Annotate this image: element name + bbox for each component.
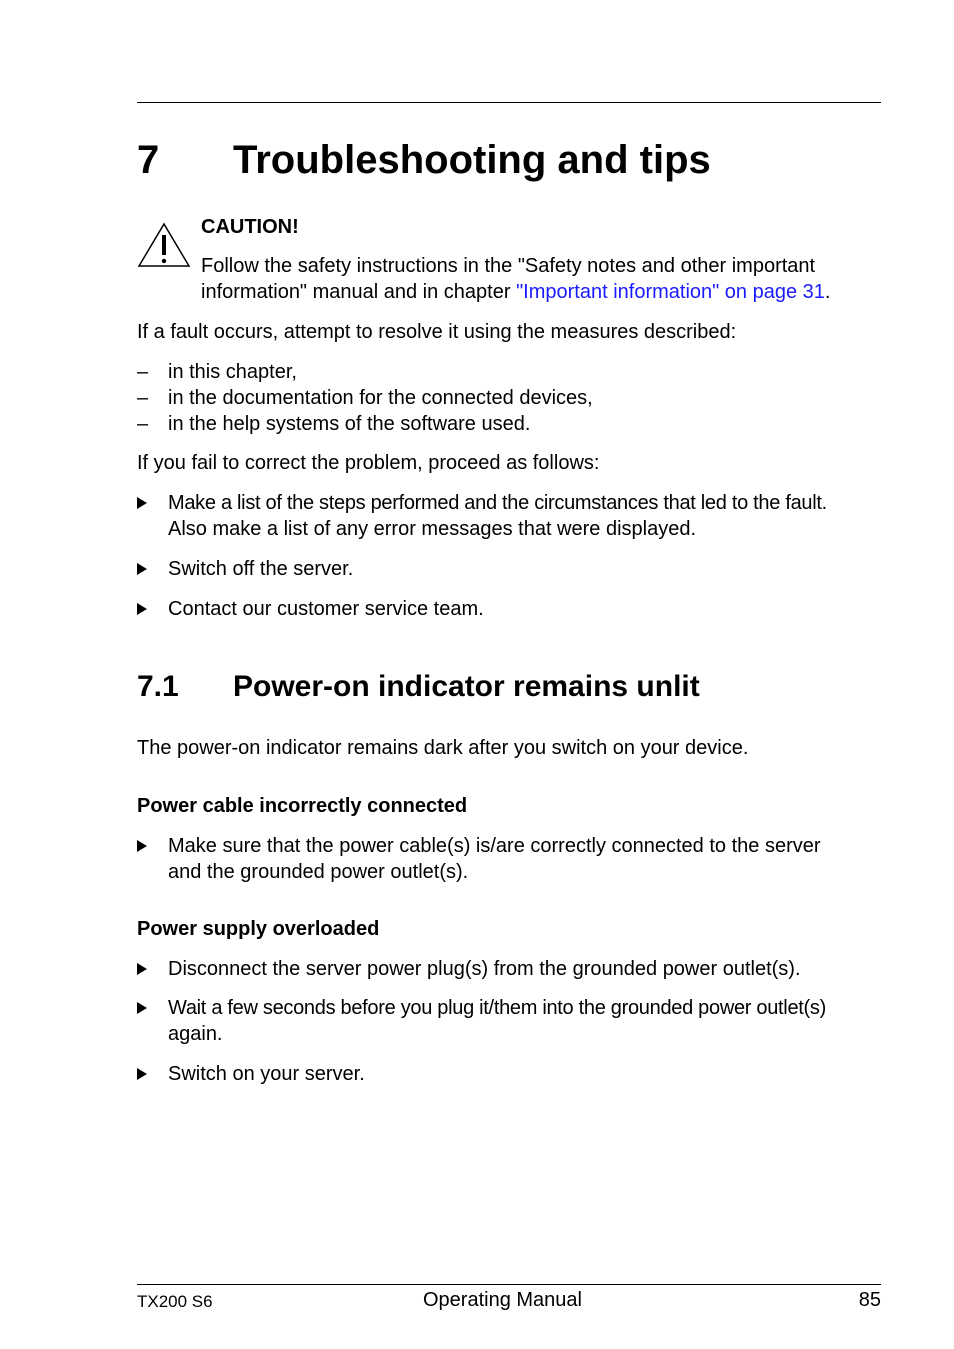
footer-product: TX200 S6 <box>137 1292 213 1311</box>
intro-paragraph: If a fault occurs, attempt to resolve it using the measures described: <box>137 321 737 343</box>
step-item-continued: again. <box>168 1023 223 1045</box>
step-item: Make sure that the power cable(s) is/are correctly connected to the server <box>168 835 821 857</box>
step-item: Switch off the server. <box>168 558 354 580</box>
step-item: Make a list of the steps performed and the circumstances that led to the fault. <box>168 492 827 514</box>
footer-rule <box>137 1284 881 1285</box>
chapter-heading <box>137 136 711 184</box>
proceed-paragraph: If you fail to correct the problem, proceed as follows: <box>137 452 600 474</box>
bullet-arrow-icon <box>137 1002 147 1014</box>
dash-marker: – <box>137 387 149 409</box>
caution-text-end: . <box>824 281 831 303</box>
warning-triangle-icon <box>137 222 191 268</box>
caution-line-2 <box>201 279 830 305</box>
caution-heading: CAUTION! <box>201 216 299 238</box>
bullet-arrow-icon <box>137 1068 147 1080</box>
page-number: 85 <box>858 1289 881 1311</box>
dash-marker: – <box>137 413 149 435</box>
step-item: Wait a few seconds before you plug it/them into the grounded power outlet(s) <box>168 997 826 1019</box>
chapter-title: Troubleshooting and tips <box>233 138 711 182</box>
subheading-power-supply: Power supply overloaded <box>137 918 380 940</box>
step-item-continued: and the grounded power outlet(s). <box>168 861 469 883</box>
bullet-arrow-icon <box>137 497 147 509</box>
bullet-arrow-icon <box>137 563 147 575</box>
step-item-continued: Also make a list of any error messages that were displayed. <box>168 518 697 540</box>
section-number: 7.1 <box>137 670 179 703</box>
section-title: Power-on indicator remains unlit <box>233 670 700 703</box>
header-rule <box>137 102 881 103</box>
step-item: Contact our customer service team. <box>168 598 484 620</box>
step-item: Disconnect the server power plug(s) from the grounded power outlet(s). <box>168 958 801 980</box>
caution-line-1: Follow the safety instructions in the "Safety notes and other important <box>201 255 816 277</box>
bullet-arrow-icon <box>137 963 147 975</box>
dash-marker: – <box>137 361 149 383</box>
important-info-link[interactable]: "Important information" on page 31 <box>516 281 825 303</box>
section-intro: The power-on indicator remains dark after you switch on your device. <box>137 737 749 759</box>
list-item: in the documentation for the connected devices, <box>168 387 593 409</box>
bullet-arrow-icon <box>137 840 147 852</box>
bullet-arrow-icon <box>137 603 147 615</box>
footer-manual-title: Operating Manual <box>423 1289 582 1311</box>
list-item: in the help systems of the software used. <box>168 413 531 435</box>
list-item: in this chapter, <box>168 361 297 383</box>
section-heading <box>137 669 700 705</box>
subheading-power-cable: Power cable incorrectly connected <box>137 795 468 817</box>
step-item: Switch on your server. <box>168 1063 365 1085</box>
caution-text: information" manual and in chapter <box>201 281 517 303</box>
chapter-number: 7 <box>137 138 160 182</box>
